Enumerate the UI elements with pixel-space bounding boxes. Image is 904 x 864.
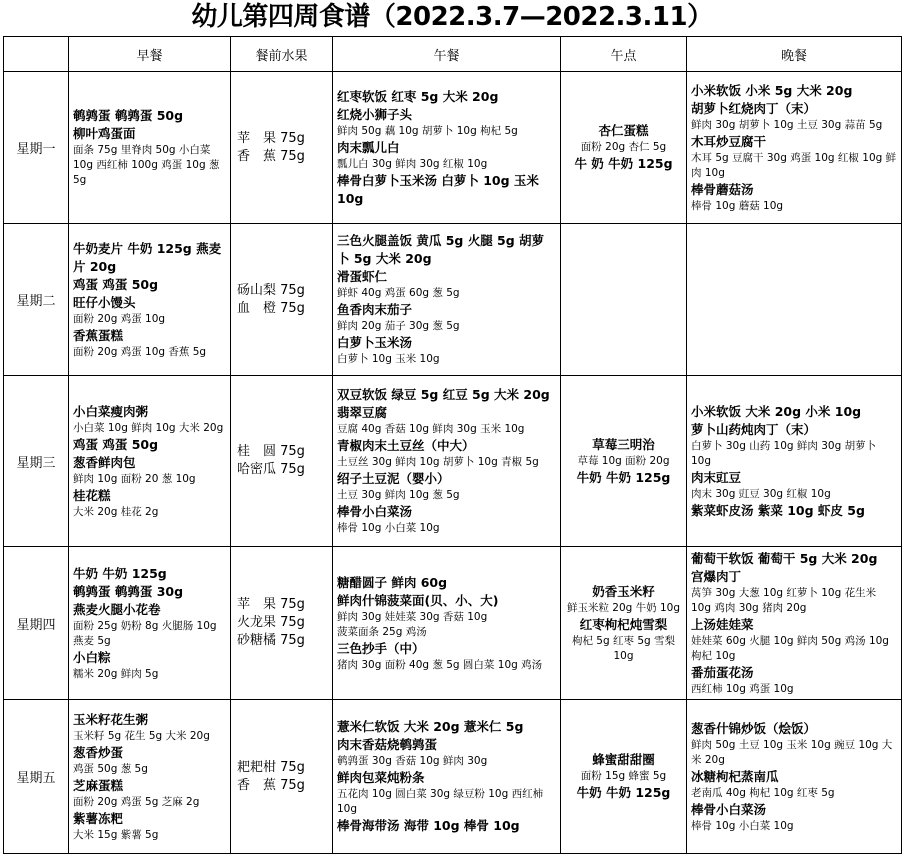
ingredient-list: 面粉 25g 奶粉 8g 火腿肠 10g 燕麦 5g [73, 619, 217, 647]
dish-name: 棒骨小白菜汤 [337, 504, 413, 519]
dish-name: 牛奶 牛奶 125g [73, 565, 167, 581]
dish-name: 肉末香菇烧鹌鹑蛋 [337, 737, 438, 752]
ingredient-list: 娃娃菜 60g 火腿 10g 鲜肉 50g 鸡汤 10g 枸杞 10g [691, 634, 889, 662]
snack-cell [561, 224, 687, 376]
ingredient-list: 棒骨 10g 小白菜 10g [691, 819, 794, 832]
ingredient-list: 菠菜面条 25g 鸡汤 [337, 625, 427, 638]
ingredient-list: 五花肉 10g 圆白菜 30g 绿豆粉 10g 西红柿 10g [337, 788, 544, 815]
dish-name: 葱香鲜肉包 [73, 454, 136, 470]
fruit-item: 苹 果 75g [237, 130, 305, 146]
ingredient-list: 瓢儿白 30g 鲜肉 30g 红椒 10g [337, 157, 488, 170]
dish-name: 鲜肉什锦菠菜面(贝、小、大) [337, 592, 499, 608]
snack-cell [561, 72, 687, 224]
header-fruit: 餐前水果 [231, 37, 333, 72]
ingredient-list: 玉米籽 5g 花生 5g 大米 20g [73, 729, 210, 742]
snack-cell [561, 547, 687, 700]
ingredient-list: 面粉 20g 鸡蛋 5g 芝麻 2g [73, 795, 200, 808]
dish-name: 棒骨海带汤 海带 10g 棒骨 10g [337, 818, 520, 833]
dish-name: 棒骨白萝卜玉米汤 白萝卜 10g 玉米 10g [337, 172, 539, 206]
dish-name: 蜂蜜甜甜圈 [592, 752, 655, 767]
breakfast-cell [69, 224, 231, 376]
dish-name: 冰糖枸杞蒸南瓜 [691, 768, 779, 784]
dish-name: 芝麻蛋糕 [73, 777, 124, 793]
ingredient-list: 鲜肉 10g 面粉 20 葱 10g [73, 472, 196, 485]
dish-name: 红烧小狮子头 [337, 106, 413, 122]
ingredient-list: 土豆丝 30g 鲜肉 10g 胡萝卜 10g 青椒 5g [337, 456, 539, 468]
dish-name: 鹌鹑蛋 鹌鹑蛋 50g [73, 108, 184, 123]
dish-name: 萝卜山药炖肉丁（末） [691, 421, 817, 437]
ingredient-list: 白萝卜 10g 玉米 10g [337, 353, 440, 365]
lunch-cell [333, 72, 561, 224]
dish-name: 青椒肉末土豆丝（中大） [337, 438, 475, 453]
dinner-cell [687, 547, 902, 700]
menu-table [3, 36, 902, 854]
dish-name: 宫爆肉丁 [691, 568, 742, 584]
dish-name: 三色抄手（中） [337, 640, 425, 656]
ingredient-list: 鲜肉 50g 土豆 10g 玉米 10g 豌豆 10g 大米 20g [691, 738, 893, 766]
ingredient-list: 枸杞 5g 红枣 5g 雪梨 10g [571, 634, 676, 662]
fruit-item: 火龙果 75g [237, 615, 305, 630]
dish-name: 棒骨小白菜汤 [691, 801, 767, 817]
snack-cell [561, 700, 687, 854]
dish-name: 鸡蛋 鸡蛋 50g [73, 436, 159, 452]
ingredient-list: 肉末 30g 豇豆 30g 红椒 10g [691, 487, 831, 500]
ingredient-list: 鲜肉 50g 藕 10g 胡萝卜 10g 枸杞 5g [337, 124, 518, 137]
ingredient-list: 棒骨 10g 小白菜 10g [337, 522, 440, 534]
dinner-cell [687, 376, 902, 547]
ingredient-list: 大米 15g 紫薯 5g [73, 828, 159, 841]
dish-name: 桂花糕 [73, 487, 111, 503]
dish-name: 白萝卜玉米汤 [337, 335, 413, 350]
day-label: 星期四 [4, 547, 69, 700]
dish-name: 牛奶 牛奶 125g [576, 469, 671, 485]
dish-name: 香蕉蛋糕 [73, 327, 124, 343]
ingredient-list: 面粉 15g 蜂蜜 5g [580, 770, 667, 782]
dinner-cell [687, 224, 902, 376]
ingredient-list: 西红柿 10g 鸡蛋 10g [691, 682, 794, 695]
dinner-cell [687, 700, 902, 854]
ingredient-list: 土豆 30g 鲜肉 10g 葱 5g [337, 489, 460, 501]
dish-name: 糖醋圆子 鲜肉 60g [337, 574, 448, 590]
snack-cell [561, 376, 687, 547]
dish-name: 草莓三明治 [592, 436, 655, 452]
ingredient-list: 鲜肉 30g 娃娃菜 30g 香菇 10g [337, 610, 488, 623]
day-label: 星期五 [4, 700, 69, 854]
dish-name: 牛 奶 牛奶 125g [574, 156, 673, 171]
header-dinner: 晚餐 [687, 37, 902, 72]
day-row [4, 72, 902, 224]
header-snack: 午点 [561, 37, 687, 72]
fruit-cell [231, 376, 333, 547]
ingredient-list: 鹌鹑蛋 30g 香菇 10g 鲜肉 30g [337, 755, 488, 767]
dish-name: 奶香玉米籽 [592, 583, 655, 599]
fruit-item: 香 蕉 75g [237, 148, 305, 164]
ingredient-list: 面条 75g 里脊肉 50g 小白菜 10g 西红柿 100g 鸡蛋 10g 葱 5g [73, 144, 220, 186]
fruit-item: 香 蕉 75g [237, 777, 305, 793]
fruit-cell [231, 547, 333, 700]
ingredient-list: 莴笋 30g 大葱 10g 红萝卜 10g 花生米 10g 鸡肉 30g 猪肉 20g [691, 586, 877, 614]
fruit-item: 苹 果 75g [237, 597, 305, 612]
day-row [4, 700, 902, 854]
dish-name: 牛奶 牛奶 125g [576, 785, 671, 800]
dish-name: 鸡蛋 鸡蛋 50g [73, 276, 159, 292]
dish-name: 紫薯冻粑 [73, 810, 124, 826]
day-row [4, 224, 902, 376]
dish-name: 上汤娃娃菜 [691, 616, 754, 632]
lunch-cell [333, 700, 561, 854]
dish-name: 绍子土豆泥（婴小） [337, 471, 450, 486]
ingredient-list: 大米 20g 桂花 2g [73, 505, 159, 518]
dish-name: 玉米籽花生粥 [73, 711, 149, 727]
day-label: 星期二 [4, 224, 69, 376]
dish-name: 肉末豇豆 [691, 469, 742, 485]
dish-name: 肉末瓢儿白 [337, 139, 400, 155]
ingredient-list: 鸡蛋 50g 葱 5g [73, 762, 148, 775]
ingredient-list: 面粉 20g 鸡蛋 10g [73, 312, 166, 325]
ingredient-list: 鲜肉 20g 茄子 30g 葱 5g [337, 320, 460, 332]
ingredient-list: 草莓 10g 面粉 20g [577, 454, 670, 467]
ingredient-list: 糯米 20g 鲜肉 5g [73, 667, 159, 680]
fruit-item: 耙耙柑 75g [237, 759, 305, 775]
ingredient-list: 老南瓜 40g 枸杞 10g 红枣 5g [691, 786, 835, 799]
fruit-cell [231, 72, 333, 224]
dish-name: 红枣枸杞炖雪梨 [579, 616, 668, 632]
dish-name: 双豆软饭 绿豆 5g 红豆 5g 大米 20g [337, 387, 550, 402]
day-row [4, 547, 902, 700]
ingredient-list: 木耳 5g 豆腐干 30g 鸡蛋 10g 红椒 10g 鲜肉 10g [691, 151, 897, 179]
dish-name: 番茄蛋花汤 [691, 664, 754, 680]
dinner-cell [687, 72, 902, 224]
ingredient-list: 面粉 20g 杏仁 5g [580, 141, 667, 153]
dish-name: 翡翠豆腐 [337, 405, 388, 420]
ingredient-list: 棒骨 10g 蘑菇 10g [691, 199, 784, 212]
dish-name: 小米软饭 小米 5g 大米 20g [691, 82, 853, 98]
dish-name: 牛奶麦片 牛奶 125g 燕麦片 20g [73, 240, 222, 274]
dish-name: 薏米仁软饭 大米 20g 薏米仁 5g [337, 719, 524, 734]
page-title: 幼儿第四周食谱（2022.3.7—2022.3.11） [191, 2, 713, 32]
dish-name: 鹌鹑蛋 鹌鹑蛋 30g [73, 583, 184, 599]
dish-name: 小米软饭 大米 20g 小米 10g [691, 403, 862, 419]
ingredient-list: 白萝卜 30g 山药 10g 鲜肉 30g 胡萝卜 10g [691, 439, 877, 467]
lunch-cell [333, 224, 561, 376]
dish-name: 小白菜瘦肉粥 [73, 403, 149, 419]
breakfast-cell [69, 547, 231, 700]
dish-name: 葱香什锦炒饭（烩饭） [691, 720, 817, 736]
ingredient-list: 小白菜 10g 鲜肉 10g 大米 20g [73, 421, 224, 434]
ingredient-list: 面粉 20g 鸡蛋 10g 香蕉 5g [73, 345, 207, 358]
ingredient-list: 豆腐 40g 香菇 10g 鲜肉 30g 玉米 10g [337, 423, 525, 435]
ingredient-list: 鲜肉 30g 胡萝卜 10g 土豆 30g 蒜苗 5g [691, 118, 883, 131]
header-row [4, 37, 902, 72]
dish-name: 胡萝卜红烧肉丁（末） [691, 100, 817, 116]
fruit-item: 砂糖橘 75g [237, 633, 305, 648]
dish-name: 杏仁蛋糕 [598, 123, 649, 138]
dish-name: 鲜肉包菜炖粉条 [337, 770, 425, 785]
dish-name: 滑蛋虾仁 [337, 269, 388, 284]
dish-name: 紫菜虾皮汤 紫菜 10g 虾皮 5g [691, 502, 865, 518]
header-breakfast: 早餐 [69, 37, 231, 72]
breakfast-cell [69, 700, 231, 854]
dish-name: 葱香炒蛋 [73, 744, 124, 760]
dish-name: 燕麦火腿小花卷 [73, 601, 161, 617]
lunch-cell [333, 376, 561, 547]
fruit-item: 哈密瓜 75g [237, 462, 305, 477]
menu-body [4, 72, 902, 854]
header-corner [4, 37, 69, 72]
dish-name: 红枣软饭 红枣 5g 大米 20g [337, 88, 499, 104]
ingredient-list: 猪肉 30g 面粉 40g 葱 5g 圆白菜 10g 鸡汤 [337, 658, 543, 671]
breakfast-cell [69, 72, 231, 224]
day-row [4, 376, 902, 547]
dish-name: 鱼香肉末茄子 [337, 302, 413, 317]
fruit-item: 砀山梨 75g [237, 282, 305, 298]
fruit-cell [231, 224, 333, 376]
fruit-cell [231, 700, 333, 854]
fruit-item: 血 橙 75g [237, 300, 305, 316]
ingredient-list: 鲜虾 40g 鸡蛋 60g 葱 5g [337, 287, 460, 299]
dish-name: 三色火腿盖饭 黄瓜 5g 火腿 5g 胡萝卜 5g 大米 20g [337, 233, 545, 266]
dish-name: 柳叶鸡蛋面 [73, 126, 136, 141]
dish-name: 棒骨蘑菇汤 [691, 181, 754, 197]
day-label: 星期一 [4, 72, 69, 224]
dish-name: 小白粽 [73, 649, 111, 665]
ingredient-list: 鲜玉米粒 20g 牛奶 10g [566, 601, 681, 614]
dish-name: 木耳炒豆腐干 [691, 133, 767, 149]
lunch-cell [333, 547, 561, 700]
dish-name: 旺仔小馒头 [73, 294, 136, 310]
dish-name: 葡萄干软饭 葡萄干 5g 大米 20g [691, 550, 878, 566]
fruit-item: 桂 圆 75g [237, 444, 305, 459]
header-lunch: 午餐 [333, 37, 561, 72]
day-label: 星期三 [4, 376, 69, 547]
breakfast-cell [69, 376, 231, 547]
